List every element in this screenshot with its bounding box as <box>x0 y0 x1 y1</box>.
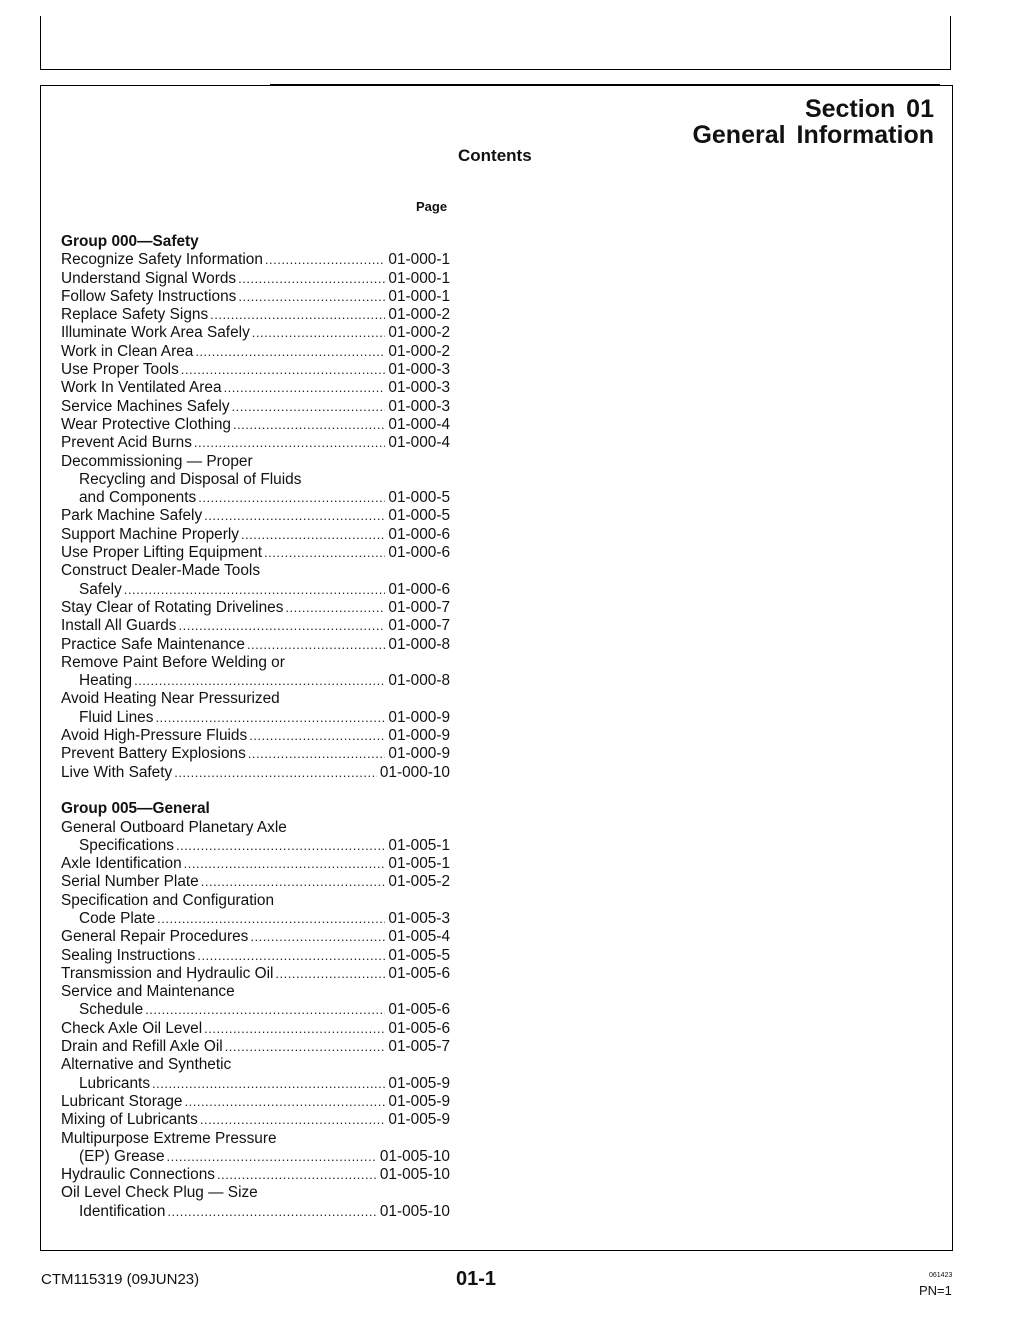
dot-leader <box>183 1093 386 1111</box>
toc-entry <box>61 1148 450 1166</box>
toc-entry-title: Follow Safety Instructions <box>61 287 237 305</box>
toc-entry <box>61 1093 450 1111</box>
toc-entry-title: Lubricant Storage <box>61 1092 183 1110</box>
toc-entry-line <box>61 1184 450 1202</box>
toc-entry-page: 01-000-10 <box>379 763 450 781</box>
dot-leader <box>223 1038 386 1056</box>
toc-entry-page: 01-005-6 <box>388 1001 450 1019</box>
toc-entry-title: Specifications <box>79 836 174 854</box>
dot-leader <box>202 1020 385 1038</box>
dot-leader <box>153 709 385 727</box>
toc-entry <box>61 343 450 361</box>
toc-entry <box>61 928 450 946</box>
toc-entry-title: Fluid Lines <box>79 708 154 726</box>
toc-entry <box>61 526 450 544</box>
document-id: CTM115319 (09JUN23) <box>41 1271 200 1288</box>
toc-entry <box>61 873 450 891</box>
toc-entry-title: Transmission and Hydraulic Oil <box>61 964 274 982</box>
toc-entry <box>61 361 450 379</box>
toc-entry-page: 01-000-9 <box>388 708 450 726</box>
toc-entry-title: Work in Clean Area <box>61 342 194 360</box>
dot-leader <box>195 947 385 965</box>
toc-entry-title: Prevent Acid Burns <box>61 434 192 452</box>
dot-leader <box>196 489 385 507</box>
toc-entry-page: 01-000-6 <box>388 580 450 598</box>
toc-entry <box>61 544 450 562</box>
toc-entry-line <box>61 1056 450 1074</box>
toc-entry-title: Avoid High-Pressure Fluids <box>61 727 248 745</box>
toc-entry <box>61 672 450 690</box>
dot-leader <box>193 343 385 361</box>
toc-entry-title: Heating <box>79 672 133 690</box>
toc-entry-title: General Outboard Planetary Axle <box>61 818 287 836</box>
toc-entry-page: 01-005-10 <box>379 1202 450 1220</box>
dot-leader <box>150 1075 385 1093</box>
dot-leader <box>283 599 385 617</box>
dot-leader <box>198 1111 386 1129</box>
toc-entry-page: 01-000-1 <box>388 269 450 287</box>
toc-entry <box>61 947 450 965</box>
toc-entry-title: Wear Protective Clothing <box>61 415 231 433</box>
dot-leader <box>248 928 385 946</box>
toc-entry-title: Sealing Instructions <box>61 946 196 964</box>
toc-entry-page: 01-000-7 <box>388 598 450 616</box>
toc-entry <box>61 398 450 416</box>
dot-leader <box>247 727 385 745</box>
dot-leader <box>202 507 385 525</box>
dot-leader <box>231 416 385 434</box>
toc-entry <box>61 251 450 269</box>
toc-entry-title: Replace Safety Signs <box>61 306 209 324</box>
toc-entry-title: Lubricants <box>79 1074 151 1092</box>
toc-entry <box>61 288 450 306</box>
dot-leader <box>199 873 386 891</box>
toc-entry <box>61 489 450 507</box>
toc-entry <box>61 379 450 397</box>
toc-entry-page: 01-000-5 <box>388 507 450 525</box>
toc-entry-title: Hydraulic Connections <box>61 1166 215 1184</box>
page-column-heading: Page <box>416 199 448 214</box>
toc-entry <box>61 617 450 635</box>
dot-leader <box>165 1203 376 1221</box>
toc-entry-page: 01-005-9 <box>388 1092 450 1110</box>
toc-entry-title: Park Machine Safely <box>61 507 203 525</box>
toc-entry-page: 01-005-7 <box>388 1038 450 1056</box>
toc-entry <box>61 324 450 342</box>
date-code: 061423 <box>929 1272 953 1279</box>
toc-entry <box>61 1038 450 1056</box>
toc-entry-line <box>61 983 450 1001</box>
toc-entry-page: 01-000-2 <box>388 306 450 324</box>
toc-entry-title: Alternative and Synthetic <box>61 1056 232 1074</box>
toc-entry-title: Construct Dealer-Made Tools <box>61 562 261 580</box>
toc-entry-page: 01-000-8 <box>388 635 450 653</box>
toc-entry <box>61 1111 450 1129</box>
toc-entry-title: Understand Signal Words <box>61 269 237 287</box>
toc-entry <box>61 764 450 782</box>
toc-entry-line <box>61 819 450 837</box>
dot-leader <box>239 526 385 544</box>
dot-leader <box>236 270 385 288</box>
toc-entry <box>61 727 450 745</box>
dot-leader <box>250 324 386 342</box>
section-name: General Information <box>692 121 934 149</box>
toc-entry <box>61 581 450 599</box>
toc-entry <box>61 709 450 727</box>
dot-leader <box>273 965 385 983</box>
section-number: Section 01 <box>804 95 934 123</box>
toc-entry-title: Prevent Battery Explosions <box>61 745 246 763</box>
toc-entry-title: General Repair Procedures <box>61 928 249 946</box>
toc-entry-title: Mixing of Lubricants <box>61 1111 198 1129</box>
toc-entry-page: 01-005-6 <box>388 964 450 982</box>
toc-entry-page: 01-000-4 <box>388 434 450 452</box>
toc-entry-page: 01-000-1 <box>388 287 450 305</box>
dot-leader <box>174 837 385 855</box>
dot-leader <box>143 1001 385 1019</box>
toc-entry-page: 01-005-9 <box>388 1111 450 1129</box>
toc-entry-title: Recycling and Disposal of Fluids <box>79 470 302 488</box>
toc-entry-title: and Components <box>79 489 197 507</box>
dot-leader <box>263 251 385 269</box>
toc-entry-line <box>61 690 450 708</box>
toc-entry-line <box>61 892 450 910</box>
toc-entry-title: Decommissioning — Proper <box>61 452 253 470</box>
dot-leader <box>155 910 385 928</box>
toc-entry-title: Serial Number Plate <box>61 873 199 891</box>
page-number: 01-1 <box>456 1268 497 1290</box>
toc-entry <box>61 1020 450 1038</box>
toc-entry <box>61 416 450 434</box>
toc-entry <box>61 1001 450 1019</box>
section-title <box>692 96 934 148</box>
toc-entry-line <box>61 453 450 471</box>
toc-entry <box>61 965 450 983</box>
toc-entry-page: 01-000-2 <box>388 342 450 360</box>
toc-entry-title: Remove Paint Before Welding or <box>61 653 285 671</box>
dot-leader <box>208 306 385 324</box>
toc-entry-line <box>61 562 450 580</box>
toc-entry-page: 01-000-3 <box>388 379 450 397</box>
toc-entry-page: 01-000-4 <box>388 415 450 433</box>
toc-entry <box>61 636 450 654</box>
dot-leader <box>215 1166 377 1184</box>
toc-entry-title: Oil Level Check Plug — Size <box>61 1184 258 1202</box>
toc-entry <box>61 434 450 452</box>
toc-entry-page: 01-005-4 <box>388 928 450 946</box>
toc-entry-title: Avoid Heating Near Pressurized <box>61 690 280 708</box>
toc-entry-page: 01-000-6 <box>388 544 450 562</box>
dot-leader <box>245 636 385 654</box>
toc-entry-title: Live With Safety <box>61 763 173 781</box>
toc-entry-title: Service and Maintenance <box>61 983 235 1001</box>
toc-entry-page: 01-005-2 <box>388 873 450 891</box>
toc-entry-title: Schedule <box>79 1001 144 1019</box>
toc-entry-page: 01-005-10 <box>379 1166 450 1184</box>
toc-entry-page: 01-000-6 <box>388 525 450 543</box>
pn-label: PN=1 <box>919 1283 952 1298</box>
toc-entry-title: Recognize Safety Information <box>61 251 263 269</box>
toc-entry-page: 01-005-9 <box>388 1074 450 1092</box>
toc-entry <box>61 1075 450 1093</box>
toc-entry-page: 01-000-3 <box>388 361 450 379</box>
dot-leader <box>192 434 386 452</box>
toc-entry-title: Practice Safe Maintenance <box>61 635 245 653</box>
toc-entry-title: Safely <box>79 580 122 598</box>
toc-entry-title: Service Machines Safely <box>61 397 230 415</box>
toc-entry-page: 01-005-1 <box>388 836 450 854</box>
dot-leader <box>230 398 386 416</box>
toc-entry-title: Stay Clear of Rotating Drivelines <box>61 598 284 616</box>
toc-entry-page: 01-005-6 <box>388 1019 450 1037</box>
dot-leader <box>182 855 386 873</box>
top-frame <box>40 16 951 70</box>
dot-leader <box>246 745 386 763</box>
toc-entry-page: 01-005-5 <box>388 946 450 964</box>
group-heading: Group 005—General <box>61 800 210 818</box>
toc-entry-title: Code Plate <box>79 909 156 927</box>
toc-entry-page: 01-000-7 <box>388 617 450 635</box>
toc-entry-page: 01-005-10 <box>379 1147 450 1165</box>
group-heading: Group 000—Safety <box>61 233 199 250</box>
toc-entry <box>61 910 450 928</box>
toc-entry-title: Use Proper Lifting Equipment <box>61 544 263 562</box>
toc-entry <box>61 855 450 873</box>
dot-leader <box>122 581 386 599</box>
toc-entry-title: (EP) Grease <box>79 1147 165 1165</box>
toc-entry-line <box>61 471 450 489</box>
toc-entry-title: Illuminate Work Area Safely <box>61 324 250 342</box>
toc-entry <box>61 507 450 525</box>
toc-entry-page: 01-000-5 <box>388 489 450 507</box>
toc-entry-title: Use Proper Tools <box>61 361 179 379</box>
header-rule <box>270 84 940 86</box>
toc-entry-title: Multipurpose Extreme Pressure <box>61 1129 277 1147</box>
dot-leader <box>236 288 385 306</box>
toc-entry <box>61 306 450 324</box>
toc-entry <box>61 1203 450 1221</box>
toc-entry-page: 01-000-8 <box>388 672 450 690</box>
toc-entry-page: 01-000-9 <box>388 727 450 745</box>
toc-entry <box>61 270 450 288</box>
dot-leader <box>132 672 385 690</box>
toc-entry-line <box>61 654 450 672</box>
dot-leader <box>165 1148 377 1166</box>
table-of-contents <box>61 233 450 1221</box>
toc-entry-page: 01-000-1 <box>388 251 450 269</box>
toc-entry-title: Specification and Configuration <box>61 891 275 909</box>
toc-entry-line <box>61 1130 450 1148</box>
toc-entry <box>61 837 450 855</box>
group-spacer <box>61 782 450 800</box>
toc-entry-title: Check Axle Oil Level <box>61 1019 203 1037</box>
toc-entry <box>61 599 450 617</box>
contents-heading: Contents <box>458 146 532 165</box>
toc-entry-page: 01-000-2 <box>388 324 450 342</box>
toc-entry-page: 01-000-9 <box>388 745 450 763</box>
toc-entry-title: Work In Ventilated Area <box>61 379 222 397</box>
toc-entry-page: 01-005-3 <box>388 909 450 927</box>
toc-entry-page: 01-000-3 <box>388 397 450 415</box>
toc-entry-title: Drain and Refill Axle Oil <box>61 1038 223 1056</box>
toc-entry-title: Identification <box>79 1202 166 1220</box>
dot-leader <box>172 764 377 782</box>
toc-entry-title: Install All Guards <box>61 617 177 635</box>
toc-entry <box>61 1166 450 1184</box>
dot-leader <box>176 617 385 635</box>
toc-entry <box>61 745 450 763</box>
toc-entry-page: 01-005-1 <box>388 855 450 873</box>
toc-entry-title: Support Machine Properly <box>61 525 239 543</box>
toc-entry-title: Axle Identification <box>61 855 182 873</box>
dot-leader <box>179 361 386 379</box>
dot-leader <box>222 379 386 397</box>
dot-leader <box>262 544 385 562</box>
